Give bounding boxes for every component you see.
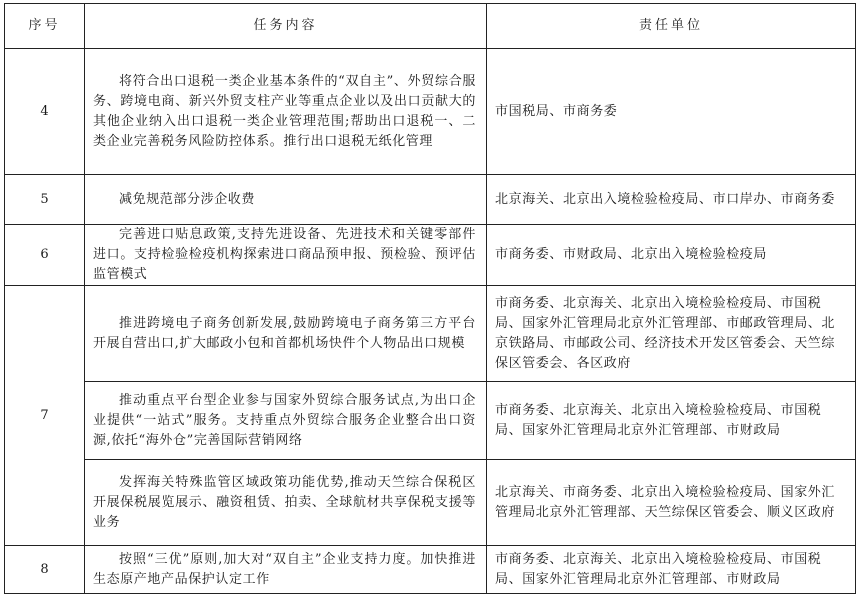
row-number: 5 [5,175,85,225]
table-row [5,460,856,546]
responsible-unit: 市商务委、北京海关、北京出入境检验检疫局、市国税局、国家外汇管理局北京外汇管理部、市财政局 [487,546,856,594]
table-row [5,225,856,286]
table-row [5,175,856,225]
table-row [5,286,856,382]
row-number: 8 [5,546,85,594]
responsible-unit: 市商务委、北京海关、北京出入境检验检疫局、市国税局、国家外汇管理局北京外汇管理部、市财政局 [487,382,856,460]
table-row [5,382,856,460]
responsible-unit: 市国税局、市商务委 [487,49,856,175]
responsible-unit: 北京海关、北京出入境检验检疫局、市口岸办、市商务委 [487,175,856,225]
header-task: 任务内容 [85,4,487,49]
responsible-unit: 北京海关、市商务委、北京出入境检验检疫局、国家外汇管理局北京外汇管理部、天竺综保区管委会、顺义区政府 [487,460,856,546]
table-row [5,546,856,594]
task-content: 将符合出口退税一类企业基本条件的“双自主”、外贸综合服务、跨境电商、新兴外贸支柱产业等重点企业以及出口贡献大的其他企业纳入出口退税一类企业管理范围;帮助出口退税一、二类企业完善税务风险防控体系。推行出口退税无纸化管理 [85,49,487,175]
table-header-row [5,4,856,49]
responsible-unit: 市商务委、市财政局、北京出入境检验检疫局 [487,225,856,286]
task-content: 发挥海关特殊监管区域政策功能优势,推动天竺综合保税区开展保税展览展示、融资租赁、拍卖、全球航材共享保税支援等业务 [85,460,487,546]
responsible-unit: 市商务委、北京海关、北京出入境检验检疫局、市国税局、国家外汇管理局北京外汇管理部、市邮政管理局、北京铁路局、市邮政公司、经济技术开发区管委会、天竺综保区管委会、各区政府 [487,286,856,382]
task-content: 减免规范部分涉企收费 [85,175,487,225]
task-table [4,3,856,594]
row-number: 7 [5,286,85,546]
task-content: 按照“三优”原则,加大对“双自主”企业支持力度。加快推进生态原产地产品保护认定工作 [85,546,487,594]
table-row [5,49,856,175]
header-no: 序号 [5,4,85,49]
header-unit: 责任单位 [487,4,856,49]
row-number: 6 [5,225,85,286]
task-content: 推进跨境电子商务创新发展,鼓励跨境电子商务第三方平台开展自营出口,扩大邮政小包和首都机场快件个人物品出口规模 [85,286,487,382]
task-content: 完善进口贴息政策,支持先进设备、先进技术和关键零部件进口。支持检验检疫机构探索进口商品预申报、预检验、预评估监管模式 [85,225,487,286]
task-content: 推动重点平台型企业参与国家外贸综合服务试点,为出口企业提供“一站式”服务。支持重点外贸综合服务企业整合出口资源,依托“海外仓”完善国际营销网络 [85,382,487,460]
row-number: 4 [5,49,85,175]
